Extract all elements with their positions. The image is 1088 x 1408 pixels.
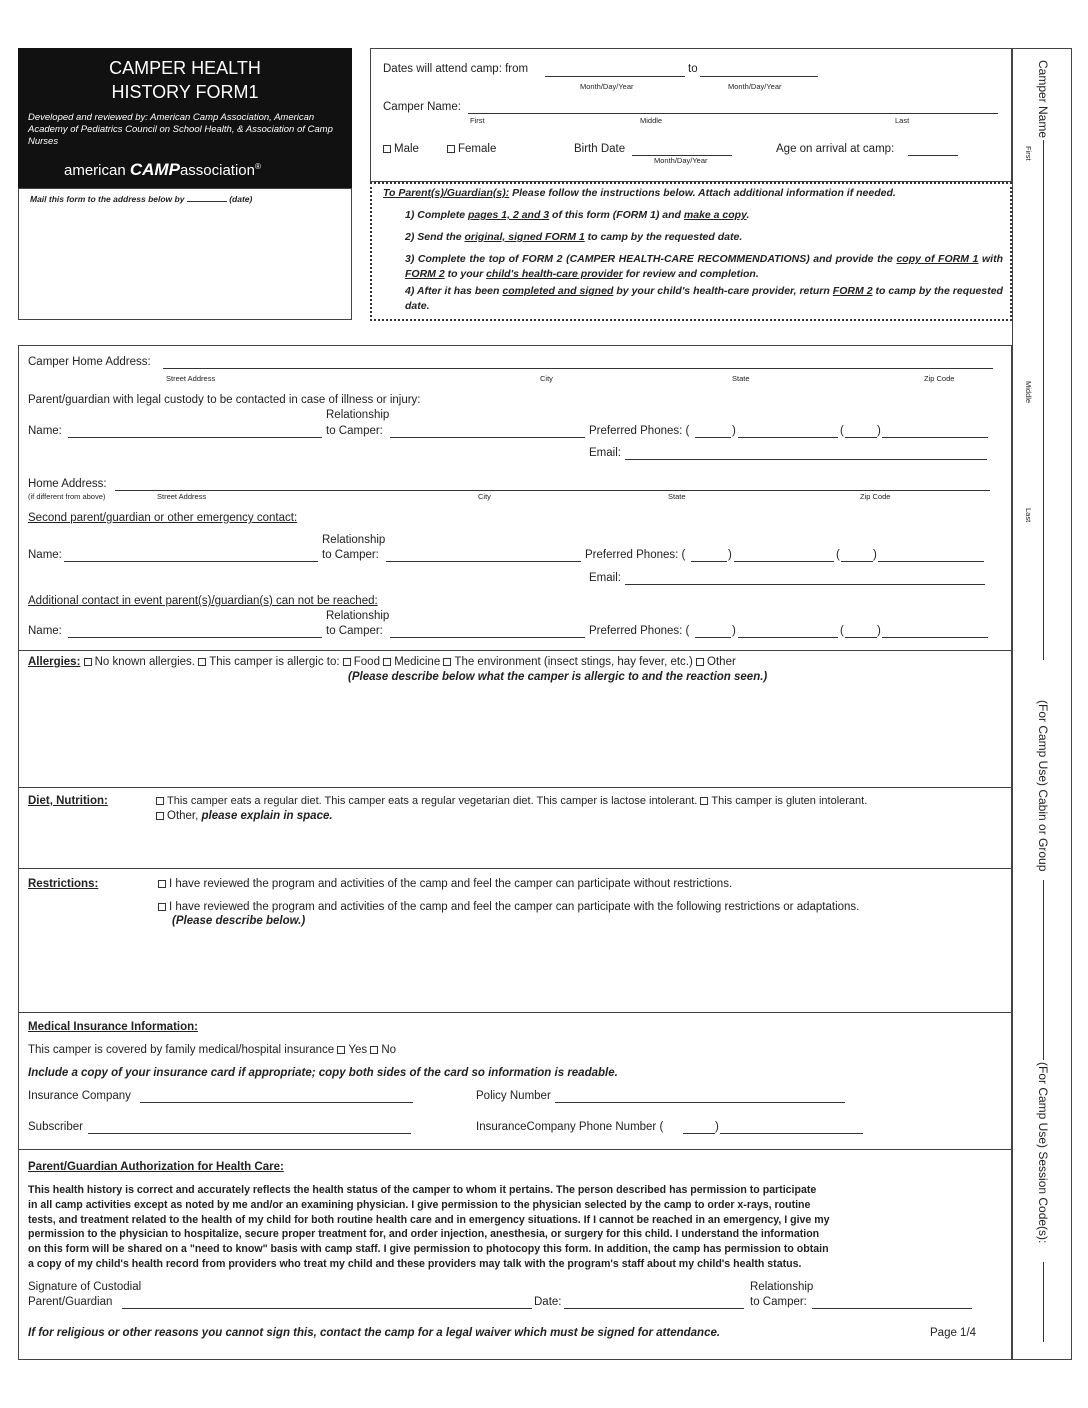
phone-1-area-field[interactable] [695,437,731,438]
logo-text-right: association [179,162,255,179]
allergies-description-area[interactable] [28,688,998,783]
city-label-2: City [478,492,491,501]
medicine-checkbox[interactable] [383,658,391,666]
phone-3-paren-close: ) [728,549,732,561]
phone-1-field[interactable] [738,437,838,438]
name-label-1: Name: [28,425,62,437]
sidebar-camper-name-label: Camper Name [1036,60,1050,139]
sidebar-middle-label: Middle [1024,381,1033,404]
insurance-covered-row: This camper is covered by family medical/hospital insurance Yes No [28,1044,397,1056]
instruction-step-4: 4) After it has been completed and signed by your child's health-care provider, return FORM 2 to camp by the requested date. [405,285,1003,312]
is-allergic-checkbox[interactable] [198,658,206,666]
religious-waiver-note: If for religious or other reasons you cannot sign this, contact the camp for a legal waiver which must be signed for attendance. [28,1327,721,1339]
policy-number-label: Policy Number [476,1090,551,1102]
phone-3-field[interactable] [734,561,834,562]
birth-date-label: Birth Date [574,143,626,155]
preferred-phones-label-3: Preferred Phones: ( [589,625,690,637]
instructions [383,186,1003,314]
sidebar-first-label: First [1024,146,1033,161]
home-address-label: Camper Home Address: [28,356,151,368]
diet-label: Diet, Nutrition: [28,795,108,807]
mail-box [18,188,352,320]
divider-insurance [18,1012,1012,1013]
additional-name-field[interactable] [68,637,322,638]
instructions-heading: To Parent(s)/Guardian(s): Please follow the instructions below. Attach additional information if needed. [383,187,896,199]
zip-label-2: Zip Code [860,492,891,501]
relationship-label-1: Relationship [326,409,390,421]
email-label-2: Email: [589,572,621,584]
diet-options: This camper eats a regular diet. This camper eats a regular vegetarian diet. This camper is lactose intolerant. This camper is gluten intolerant. [156,795,867,807]
phone-6-field[interactable] [882,637,988,638]
mdy-label-1: Month/Day/Year [580,82,634,91]
mdy-label-2: Month/Day/Year [728,82,782,91]
sig-relationship-label-2: to Camper: [750,1296,807,1308]
phone-6-paren-open: ( [840,625,844,637]
sex-male: Male [383,143,419,155]
sidebar-session-label: (For Camp Use) Session Code(s): [1036,1062,1050,1244]
instruction-step-3: 3) Complete the top of FORM 2 (CAMPER HEALTH-CARE RECOMMENDATIONS) and provide the copy of FORM 1 with FORM 2 to your child's health-care provider for review and completion. [405,253,1003,280]
name-label-2: Name: [28,549,62,561]
divider-allergies [18,650,1012,651]
diet-other: Other, please explain in space. [156,810,333,822]
email-field-1[interactable] [625,459,987,460]
title-block [18,48,352,188]
phone-5-paren-close: ) [732,625,736,637]
camper-name-field[interactable] [468,113,998,114]
phone-3-area-field[interactable] [691,561,727,562]
parent-custody-label: Parent/guardian with legal custody to be contacted in case of illness or injury: [28,394,421,406]
phone-1-paren-close: ) [732,425,736,437]
city-label-1: City [540,374,553,383]
first-label: First [470,116,485,125]
phone-4-paren-open: ( [836,549,840,561]
dates-to-field[interactable] [700,76,818,77]
authorization-text: This health history is correct and accurately reflects the health status of the camper to whom it pertains. The person described has permission to participate in all camp activities except as noted by me and/or an examining physician. I give permission to the physician selected by the camp to order x-rays, routine tests, and treatment related to the health of my child for both routine health care and in emergency situations. If I cannot be reached in an emergency, I give my permission to the physician to hospitalize, secure proper treatment for, and order injection, anesthesia, or surgery for this child. I understand the information on this form will be shared on a "need to know" basis with camp staff. I give permission to photocopy this form. In addition, the camp has permission to obtain a copy of my child's health record from providers who treat my child and these providers may talk with the program's staff about my child's health status. [28,1184,830,1270]
sex-female: Female [447,143,496,155]
allergies-note: (Please describe below what the camper is allergic to and the reaction seen.) [348,671,768,683]
additional-relationship-field[interactable] [390,637,585,638]
sidebar-camper-name-field[interactable] [1043,140,1044,660]
allergies-label: Allergies: [28,656,81,668]
divider-authorization [18,1149,1012,1150]
female-checkbox[interactable] [447,145,455,153]
street-label-2: Street Address [157,492,207,501]
age-field[interactable] [908,155,958,156]
regular-diet-checkbox[interactable] [156,797,164,805]
insurance-card-note: Include a copy of your insurance card if appropriate; copy both sides of the card so information is readable. [28,1067,618,1079]
sidebar-cabin-field[interactable] [1043,880,1044,1060]
allergies-row: Allergies: No known allergies. This camper is allergic to: Food Medicine The environment (insect stings, hay fever, etc.) Other [28,656,736,668]
environment-checkbox[interactable] [443,658,451,666]
phone-4-paren-close: ) [873,549,877,561]
street-label-1: Street Address [166,374,216,383]
additional-contact-label: Additional contact in event parent(s)/guardian(s) can not be reached: [28,595,378,607]
home-address-field[interactable] [163,368,993,369]
mail-date-field[interactable] [187,201,227,202]
insurance-phone-paren-close: ) [715,1121,719,1133]
policy-number-field[interactable] [555,1102,845,1103]
divider-restrictions [18,868,1012,869]
sidebar-session-field[interactable] [1043,1262,1044,1342]
insurance-label: Medical Insurance Information: [28,1021,198,1033]
insurance-phone-area-field[interactable] [683,1133,715,1134]
zip-label-1: Zip Code [924,374,955,383]
dates-to-label: to [688,63,698,75]
sidebar-last-label: Last [1024,508,1033,523]
restrictions-option-1: I have reviewed the program and activities of the camp and feel the camper can participate without restrictions. [158,878,732,890]
home-address2-field[interactable] [115,490,990,491]
mdy-label-3: Month/Day/Year [654,156,708,165]
diet-other-checkbox[interactable] [156,812,164,820]
restrictions-note: (Please describe below.) [172,915,306,927]
food-checkbox[interactable] [343,658,351,666]
phone-4-field[interactable] [878,561,984,562]
signature-date-label: Date: [534,1296,562,1308]
insurance-company-label: Insurance Company [28,1090,131,1102]
restrictions-option-2: I have reviewed the program and activities of the camp and feel the camper can participate with the following restrictions or adaptations. [158,901,859,913]
male-checkbox[interactable] [383,145,391,153]
parent-relationship-field[interactable] [390,437,585,438]
phone-2-area-field[interactable] [845,437,877,438]
sidebar-cabin-label: (For Camp Use) Cabin or Group [1036,700,1050,872]
state-label-1: State [732,374,750,383]
vegetarian-diet-option[interactable]: This camper eats a regular vegetarian diet. [324,795,534,807]
restrictions-label: Restrictions: [28,878,99,890]
home-address2-label: Home Address: [28,478,107,490]
phone-4-area-field[interactable] [841,561,873,562]
preferred-phones-label-2: Preferred Phones: ( [585,549,686,561]
last-label: Last [895,116,910,125]
dates-label: Dates will attend camp: from [383,63,529,75]
divider-diet [18,787,1012,788]
phone-2-field[interactable] [882,437,988,438]
form-title-line1: CAMPER HEALTH [109,58,261,78]
insurance-no-checkbox[interactable] [370,1046,378,1054]
signature-label-2: Parent/Guardian [28,1296,113,1308]
relationship-label-3: Relationship [326,610,390,622]
age-label: Age on arrival at camp: [776,143,895,155]
signature-field[interactable] [122,1308,532,1309]
insurance-phone-label: InsuranceCompany Phone Number ( [476,1121,664,1133]
if-different-label: (if different from above) [28,492,106,501]
insurance-phone-field[interactable] [720,1133,863,1134]
form-title-line2: HISTORY FORM1 [111,82,259,102]
sig-relationship-field[interactable] [812,1308,972,1309]
phone-2-paren-close: ) [877,425,881,437]
subscriber-field[interactable] [88,1133,411,1134]
logo-text-left: american [64,162,126,179]
dates-from-field[interactable] [545,76,685,77]
insurance-yes-checkbox[interactable] [337,1046,345,1054]
page-number: Page 1/4 [930,1327,977,1339]
preferred-phones-label-1: Preferred Phones: ( [589,425,690,437]
to-camper-label-2: to Camper: [322,549,379,561]
phone-6-paren-close: ) [877,625,881,637]
parent-name-field[interactable] [68,437,322,438]
subscriber-label: Subscriber [28,1121,83,1133]
signature-date-field[interactable] [564,1308,744,1309]
phone-6-area-field[interactable] [845,637,877,638]
with-restrictions-checkbox[interactable] [158,903,166,911]
logo-registered-mark: ® [254,162,261,171]
camper-name-label: Camper Name: [383,101,461,113]
to-camper-label-1: to Camper: [326,425,383,437]
lactose-intolerant-option[interactable]: This camper is lactose intolerant. [536,795,698,807]
developed-by: Developed and reviewed by: American Camp Association, American Academy of Pediatrics Council on School Health, & Association of Camp Nurses [28,112,333,147]
no-allergies-checkbox[interactable] [84,658,92,666]
to-camper-label-3: to Camper: [326,625,383,637]
no-restrictions-checkbox[interactable] [158,880,166,888]
logo-text-camp: CAMP [129,160,180,179]
second-name-field[interactable] [64,561,318,562]
second-parent-label: Second parent/guardian or other emergency contact: [28,512,298,524]
name-label-3: Name: [28,625,62,637]
authorization-label: Parent/Guardian Authorization for Health Care: [28,1161,284,1173]
mail-instruction: Mail this form to the address below by (date) [30,194,253,204]
sig-relationship-label-1: Relationship [750,1281,814,1293]
state-label-2: State [668,492,686,501]
insurance-company-field[interactable] [140,1102,413,1103]
phone-5-area-field[interactable] [695,637,731,638]
phone-2-paren-open: ( [840,425,844,437]
relationship-label-2: Relationship [322,534,386,546]
gluten-checkbox[interactable] [700,797,708,805]
instruction-step-2: 2) Send the original, signed FORM 1 to camp by the requested date. [405,231,743,243]
instruction-step-1: 1) Complete pages 1, 2 and 3 of this form (FORM 1) and make a copy. [405,209,750,221]
phone-5-field[interactable] [738,637,838,638]
aca-logo [64,160,261,180]
email-label-1: Email: [589,447,621,459]
middle-label: Middle [640,116,663,125]
second-relationship-field[interactable] [386,561,581,562]
email-field-2[interactable] [625,584,985,585]
other-allergy-checkbox[interactable] [696,658,704,666]
signature-label-1: Signature of Custodial [28,1281,142,1293]
